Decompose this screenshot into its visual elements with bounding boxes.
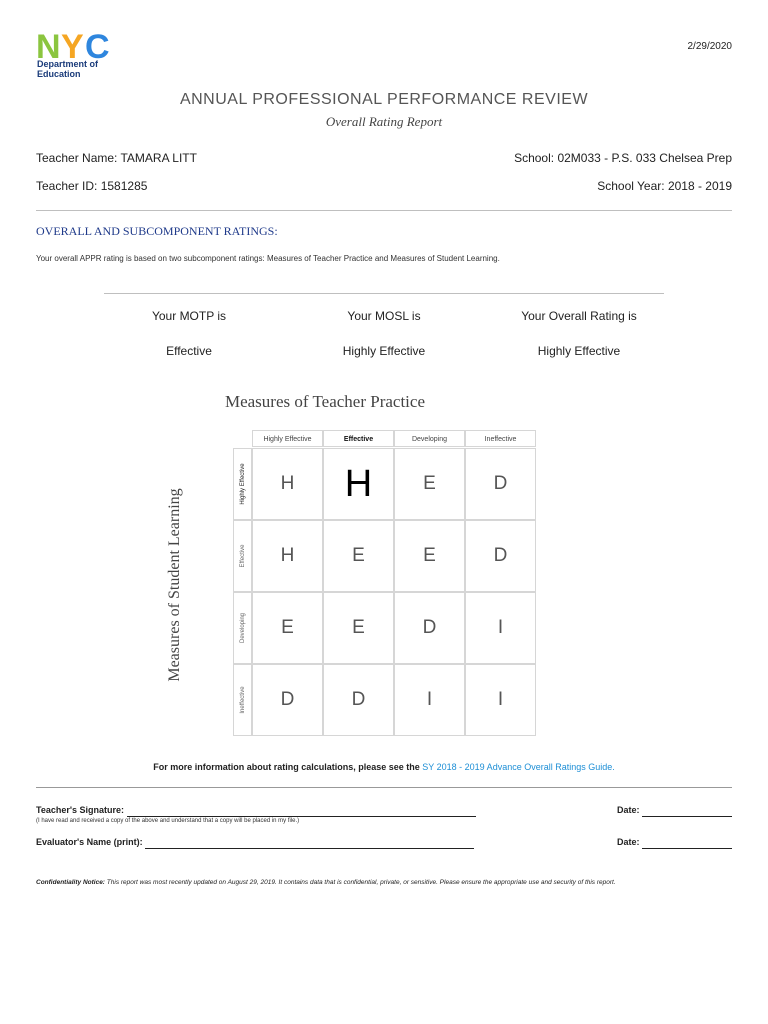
matrix-row-header: Highly Effective [233,448,252,520]
matrix-column-header: Highly Effective [252,430,323,447]
matrix-cell: I [465,664,536,736]
teacher-id: Teacher ID: 1581285 [36,179,148,193]
overall-value: Highly Effective [537,344,621,358]
footer-divider [36,787,732,788]
matrix-row-header: Developing [233,592,252,664]
department-name: Department of Education [37,59,99,79]
divider [36,210,732,211]
matrix-cell: H [252,520,323,592]
info-line: For more information about rating calculations, please see the SY 2018 - 2019 Advance Overall Ratings Guide. [153,762,615,772]
motp-label: Your MOTP is [151,309,227,323]
matrix-cell: I [394,664,465,736]
matrix-column-header: Developing [394,430,465,447]
evaluator-date-label: Date: [617,837,640,847]
svg-text:Y: Y [61,30,84,60]
report-date: 2/29/2020 [687,41,732,52]
confidentiality-notice: Confidentiality Notice: This report was most recently updated on August 29, 2019. It contains data that is confidential, private, or sensitive. Please ensure the appropriate use and security of this report. [36,879,616,886]
matrix-column-header: Ineffective [465,430,536,447]
matrix-cell: I [465,592,536,664]
teacher-signature-label: Teacher's Signature: [36,805,125,815]
matrix-cell: D [252,664,323,736]
teacher-name: Teacher Name: TAMARA LITT [36,151,197,165]
matrix-cell: E [394,448,465,520]
matrix-column-header: Effective [323,430,394,447]
svg-text:N: N [36,30,61,60]
school-name: School: 02M033 - P.S. 033 Chelsea Prep [514,151,732,165]
matrix-cell: D [465,520,536,592]
evaluator-name-line[interactable] [145,848,474,849]
matrix-cell: E [323,592,394,664]
mosl-label: Your MOSL is [347,309,421,323]
evaluator-name-label: Evaluator's Name (print): [36,837,143,847]
matrix-cell: D [394,592,465,664]
matrix-cell: H [252,448,323,520]
overall-label: Your Overall Rating is [521,309,637,323]
page-title: ANNUAL PROFESSIONAL PERFORMANCE REVIEW [179,91,589,108]
matrix-cell: E [394,520,465,592]
ratings-guide-link[interactable]: SY 2018 - 2019 Advance Overall Ratings Guide. [422,762,615,772]
matrix-side-label: Measures of Student Learning [166,488,183,682]
summary-divider [104,293,664,294]
section-note: Your overall APPR rating is based on two subcomponent ratings: Measures of Teacher Practice and Measures of Student Learning. [36,254,500,263]
mosl-value: Highly Effective [342,344,426,358]
matrix-cell-selected: H [323,448,394,520]
matrix-row-header: Effective [233,520,252,592]
svg-text:C: C [85,30,110,60]
evaluator-date-line[interactable] [642,848,732,849]
teacher-date-label: Date: [617,805,640,815]
teacher-date-line[interactable] [642,816,732,817]
school-year: School Year: 2018 - 2019 [597,179,732,193]
matrix-title: Measures of Teacher Practice [224,392,426,411]
motp-value: Effective [166,344,212,358]
matrix-cell: D [465,448,536,520]
matrix-cell: E [323,520,394,592]
teacher-signature-line[interactable] [127,816,476,817]
matrix-cell: D [323,664,394,736]
section-title: OVERALL AND SUBCOMPONENT RATINGS: [36,224,278,238]
matrix-cell: E [252,592,323,664]
teacher-signature-note: (I have read and received a copy of the above and understand that a copy will be placed in my file.) [36,818,300,824]
matrix-row-header: Ineffective [233,664,252,736]
page-subtitle: Overall Rating Report [325,114,443,129]
